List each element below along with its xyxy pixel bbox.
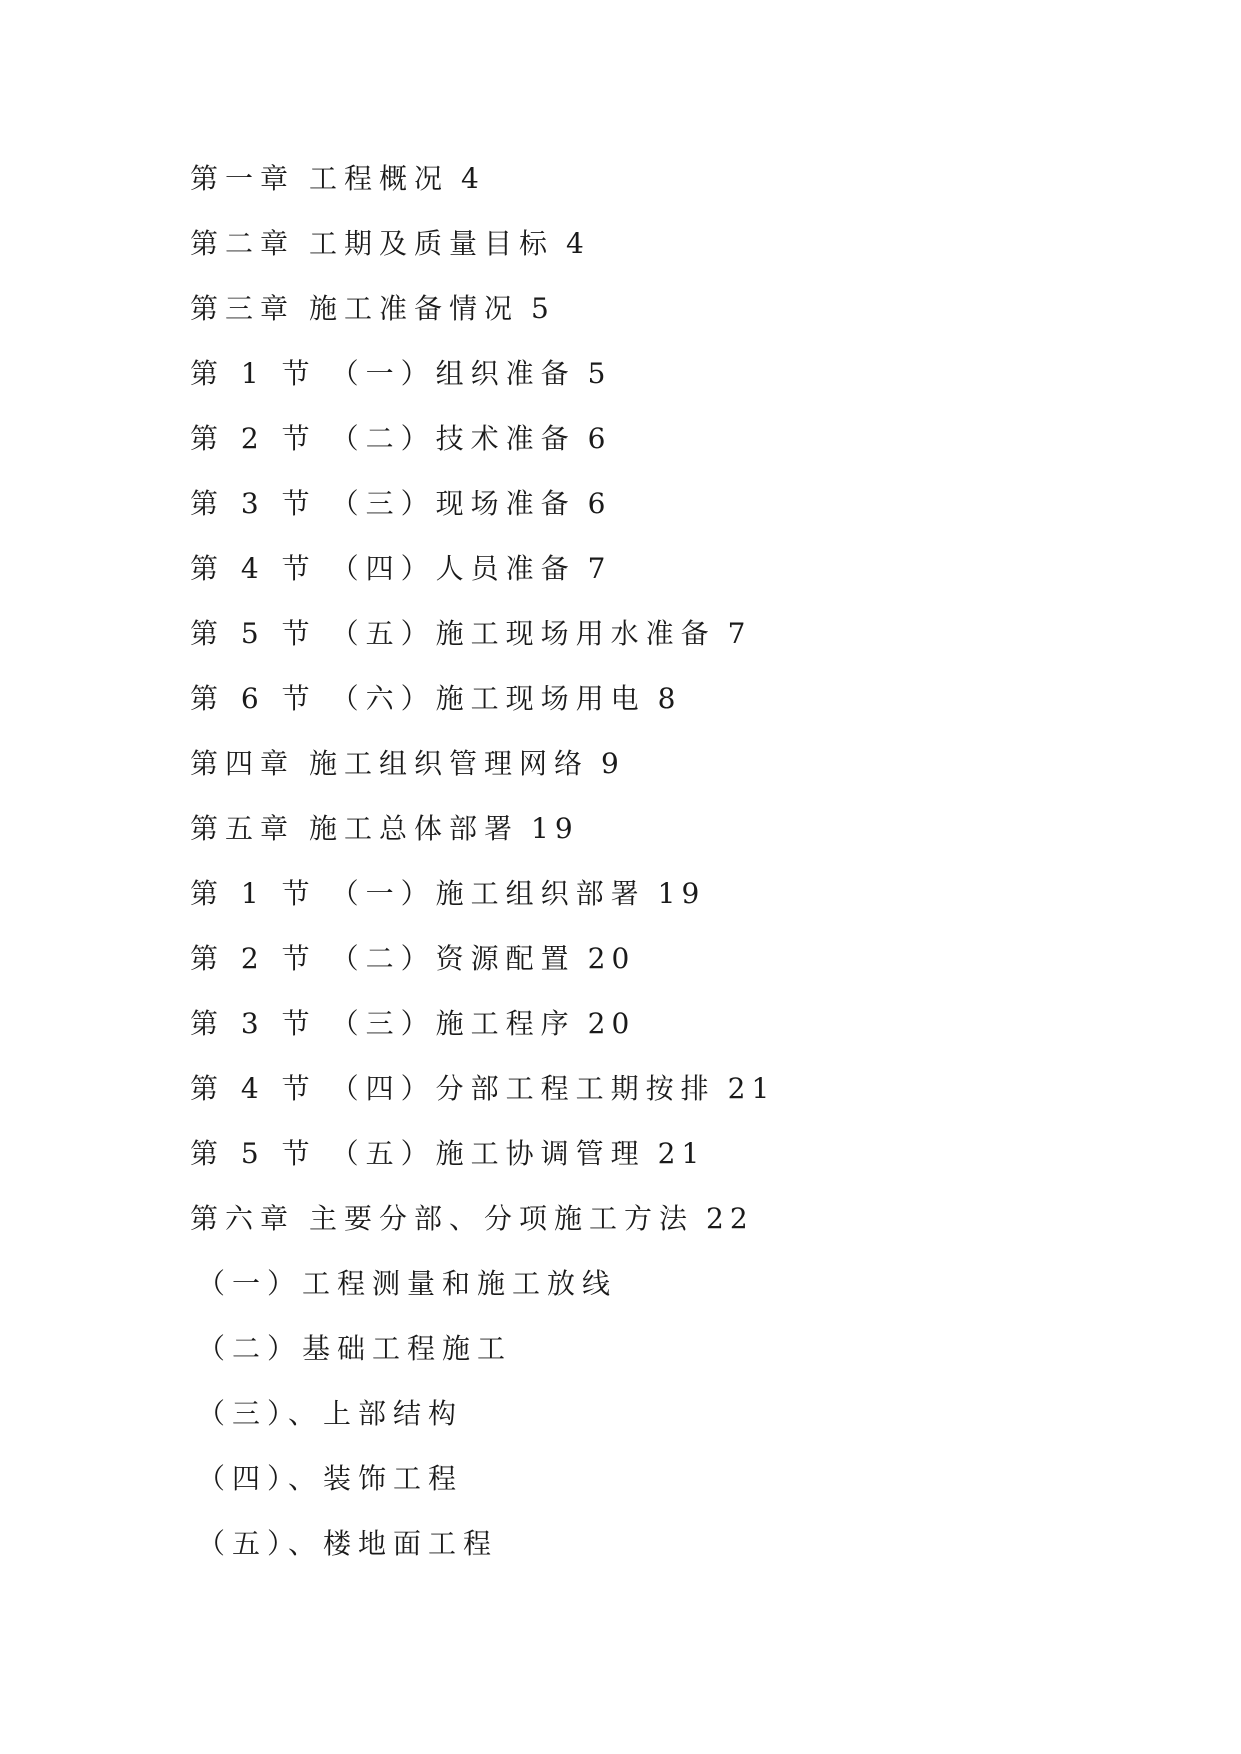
- toc-subentry[interactable]: [190, 1519, 775, 1584]
- toc-entry-title: （五）施工协调管理: [330, 1137, 646, 1170]
- toc-entry[interactable]: [190, 674, 775, 739]
- toc-entry-prefix: 第 6 节: [190, 682, 317, 715]
- toc-entry[interactable]: [190, 1194, 775, 1259]
- toc-entry-prefix: 第四章: [190, 747, 296, 780]
- toc-subentry-title: （五）、楼地面工程: [197, 1527, 499, 1560]
- toc-entry[interactable]: [190, 154, 775, 219]
- toc-entry-title: （三）施工程序: [330, 1007, 576, 1040]
- toc-entry-prefix: 第五章: [190, 812, 296, 845]
- toc-entry[interactable]: [190, 739, 775, 804]
- toc-subentry[interactable]: [190, 1389, 775, 1454]
- toc-entry-title: （二）技术准备: [330, 422, 576, 455]
- toc-entry-title: 主要分部、分项施工方法: [309, 1202, 695, 1235]
- toc-entry-title: （一）组织准备: [330, 357, 576, 390]
- toc-entry-prefix: 第 3 节: [190, 1007, 317, 1040]
- toc-entry-page: 19: [657, 877, 706, 910]
- toc-entry-page: 4: [566, 227, 590, 260]
- table-of-contents: [190, 154, 775, 1584]
- toc-entry-prefix: 第 5 节: [190, 617, 317, 650]
- toc-entry-prefix: 第 2 节: [190, 942, 317, 975]
- toc-entry-page: 21: [727, 1072, 776, 1105]
- toc-entry-page: 19: [531, 812, 579, 845]
- toc-entry[interactable]: [190, 869, 775, 934]
- toc-entry[interactable]: [190, 479, 775, 544]
- toc-entry-title: 施工准备情况: [309, 292, 520, 325]
- toc-entry-prefix: 第 4 节: [190, 1072, 317, 1105]
- toc-entry[interactable]: [190, 609, 775, 674]
- toc-subentry-title: （四）、装饰工程: [197, 1462, 464, 1495]
- toc-entry-page: 20: [587, 942, 636, 975]
- toc-subentry[interactable]: [190, 1324, 775, 1389]
- toc-entry-title: （五）施工现场用水准备: [330, 617, 716, 650]
- toc-entry-title: （一）施工组织部署: [330, 877, 646, 910]
- toc-entry-page: 5: [587, 357, 612, 390]
- toc-entry[interactable]: [190, 414, 775, 479]
- toc-entry-page: 21: [657, 1137, 706, 1170]
- toc-entry[interactable]: [190, 1129, 775, 1194]
- toc-subentry-title: （一）工程测量和施工放线: [197, 1267, 618, 1300]
- toc-entry[interactable]: [190, 999, 775, 1064]
- toc-entry-title: （四）人员准备: [330, 552, 576, 585]
- toc-entry-title: （六）施工现场用电: [330, 682, 646, 715]
- toc-entry-page: 5: [531, 292, 555, 325]
- toc-subentry[interactable]: [190, 1259, 775, 1324]
- toc-entry-prefix: 第二章: [190, 227, 296, 260]
- toc-entry-page: 20: [587, 1007, 636, 1040]
- toc-entry-page: 4: [461, 162, 485, 195]
- toc-entry-prefix: 第一章: [190, 162, 296, 195]
- toc-subentry-title: （二）基础工程施工: [197, 1332, 513, 1365]
- toc-entry-page: 7: [587, 552, 612, 585]
- toc-entry-title: （三）现场准备: [330, 487, 576, 520]
- toc-entry-page: 6: [587, 487, 612, 520]
- toc-entry-prefix: 第 1 节: [190, 357, 317, 390]
- toc-entry[interactable]: [190, 544, 775, 609]
- toc-entry-page: 7: [727, 617, 752, 650]
- toc-entry-prefix: 第六章: [190, 1202, 296, 1235]
- toc-entry[interactable]: [190, 284, 775, 349]
- toc-entry-prefix: 第三章: [190, 292, 296, 325]
- toc-entry-title: （四）分部工程工期按排: [330, 1072, 716, 1105]
- toc-subentry[interactable]: [190, 1454, 775, 1519]
- toc-entry-title: 施工组织管理网络: [309, 747, 590, 780]
- toc-entry-page: 6: [587, 422, 612, 455]
- toc-subentry-title: （三）、上部结构: [197, 1397, 464, 1430]
- toc-entry[interactable]: [190, 219, 775, 284]
- toc-entry-prefix: 第 5 节: [190, 1137, 317, 1170]
- toc-entry-prefix: 第 4 节: [190, 552, 317, 585]
- toc-entry[interactable]: [190, 349, 775, 414]
- toc-entry[interactable]: [190, 1064, 775, 1129]
- toc-entry-page: 22: [706, 1202, 754, 1235]
- toc-entry-prefix: 第 3 节: [190, 487, 317, 520]
- toc-entry-prefix: 第 2 节: [190, 422, 317, 455]
- toc-entry-title: 工期及质量目标: [309, 227, 555, 260]
- toc-entry-title: 工程概况: [309, 162, 450, 195]
- toc-entry-prefix: 第 1 节: [190, 877, 317, 910]
- toc-entry-page: 8: [657, 682, 682, 715]
- toc-entry-title: （二）资源配置: [330, 942, 576, 975]
- toc-entry-title: 施工总体部署: [309, 812, 520, 845]
- toc-entry[interactable]: [190, 804, 775, 869]
- toc-entry[interactable]: [190, 934, 775, 999]
- toc-entry-page: 9: [601, 747, 625, 780]
